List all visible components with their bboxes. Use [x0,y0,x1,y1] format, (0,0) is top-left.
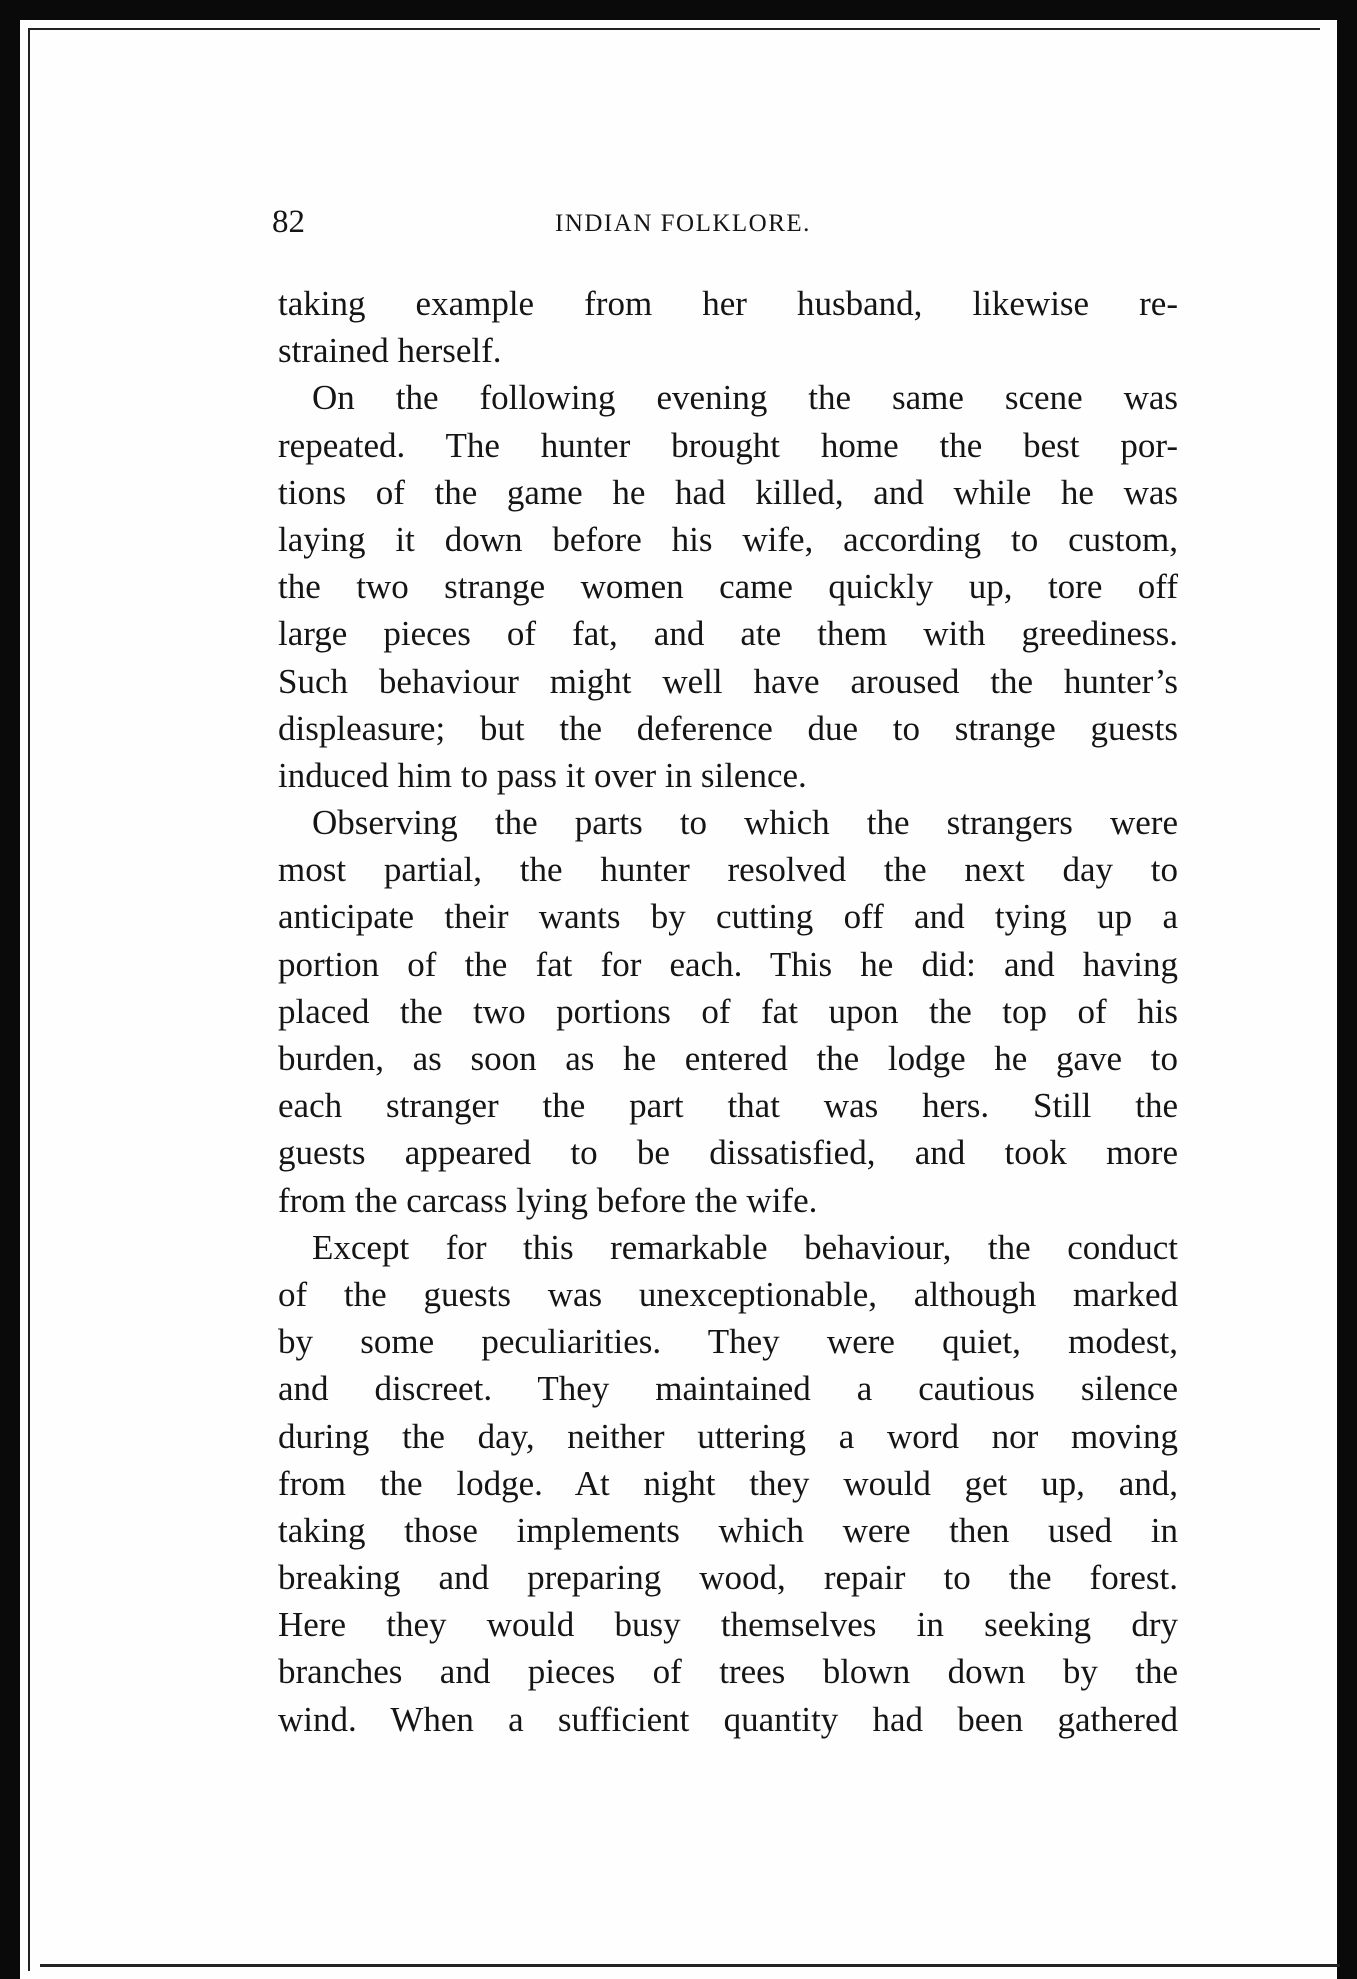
page-header [272,204,1172,254]
text-line: from the carcass lying before the wife. [278,1180,818,1220]
text-line: the two strange women came quickly up, tore off [278,567,1178,607]
text-line: placed the two portions of fat upon the top of his [278,991,1178,1031]
text-line: displeasure; but the deference due to strange guests [278,708,1178,748]
running-title: INDIAN FOLKLORE. [555,210,811,237]
page-bottom-edge [40,1964,1340,1967]
scan-border-top [0,0,1357,20]
text-line: during the day, neither uttering a word nor moving [278,1416,1178,1456]
text-line: Except for this remarkable behaviour, the conduct [312,1227,1178,1267]
text-line: of the guests was unexceptionable, although marked [278,1274,1178,1314]
text-line: Here they would busy themselves in seeking dry [278,1605,1178,1645]
text-line: each stranger the part that was hers. Still the [278,1086,1178,1126]
text-line: Such behaviour might well have aroused the hunter’s [278,661,1178,701]
text-line: laying it down before his wife, according to custom, [278,519,1178,559]
scan-border-left [0,0,20,1979]
text-line: wind. When a sufficient quantity had been gathered [278,1699,1178,1739]
body-text [278,280,1178,1743]
text-line: most partial, the hunter resolved the next day to [278,850,1178,890]
text-line: branches and pieces of trees blown down by the [278,1652,1178,1692]
text-line: tions of the game he had killed, and while he was [278,472,1178,512]
text-line: burden, as soon as he entered the lodge he gave to [278,1039,1178,1078]
text-line: repeated. The hunter brought home the best por- [278,425,1178,465]
text-line: large pieces of fat, and ate them with greediness. [278,614,1178,654]
text-line: and discreet. They maintained a cautious silence [278,1369,1178,1409]
text-line: portion of the fat for each. This he did: and having [278,944,1178,984]
text-line: taking those implements which were then used in [278,1510,1178,1550]
text-line: guests appeared to be dissatisfied, and took more [278,1133,1178,1173]
text-line: by some peculiarities. They were quiet, modest, [278,1322,1178,1362]
text-line: induced him to pass it over in silence. [278,755,807,795]
text-line: taking example from her husband, likewise re- [278,284,1178,323]
text-line: On the following evening the same scene was [312,378,1178,418]
text-line: anticipate their wants by cutting off and tying up a [278,897,1178,937]
text-line: breaking and preparing wood, repair to the forest. [278,1558,1178,1598]
text-line: strained herself. [278,331,502,371]
scan-border-right [1337,0,1357,1979]
text-line: from the lodge. At night they would get up, and, [278,1463,1178,1503]
page-number: 82 [272,204,305,240]
text-line: Observing the parts to which the strangers were [312,803,1178,843]
